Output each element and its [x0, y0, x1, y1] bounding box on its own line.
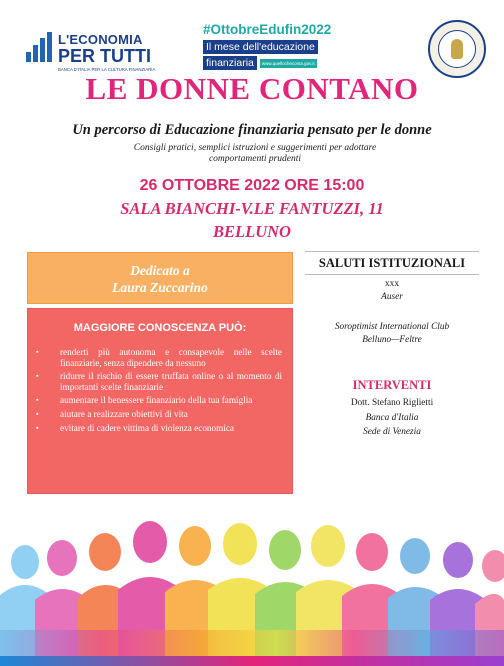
women-silhouettes-illustration — [0, 520, 504, 666]
dedication-line-1: Dedicato a — [130, 263, 190, 278]
event-date-time: 26 OTTOBRE 2022 ORE 15:00 — [139, 177, 365, 194]
edufin-line-2: Il mese dell'educazione — [203, 40, 318, 54]
saluti-org-2-line-2: Belluno—Feltre — [362, 335, 422, 345]
speaker-name: Dott. Stefano Riglietti — [350, 398, 434, 408]
benefits-list — [34, 347, 282, 436]
event-title: LE DONNE CONTANO — [85, 71, 419, 106]
logo-line-3: BANCA D'ITALIA PER LA CULTURA FINANZIARIA — [58, 67, 156, 72]
benefit-item: ▪ aumentare il benessere finanziario della tua famiglia — [34, 395, 282, 406]
soroptimist-seal-icon — [428, 20, 486, 78]
speaker-office: Sede di Venezia — [363, 427, 421, 437]
event-venue: SALA BIANCHI-V.LE FANTUZZI, 11 — [120, 199, 384, 218]
dedication-line-2: Laura Zuccarino — [112, 280, 208, 295]
saluti-org-1: Auser — [381, 292, 403, 302]
edufin-site: www.quellocheconta.gov.it — [261, 60, 315, 66]
saluti-org-2-line-1: Soroptimist International Club — [334, 322, 450, 332]
speaker-org: Banca d'Italia — [365, 413, 419, 423]
dedication-box — [27, 252, 293, 304]
saluti-underline — [305, 274, 479, 275]
top-divider — [305, 251, 479, 252]
saluti-title: SALUTI ISTITUZIONALI — [318, 256, 466, 270]
benefit-item: ▪ evitare di cadere vittima di violenza economica — [34, 423, 282, 434]
benefit-item: ▪ ridurre il rischio di essere truffata online o al momento di importanti scelte finanziarie — [34, 371, 282, 392]
edufin-line-3: finanziaria — [203, 56, 257, 70]
benefits-title: MAGGIORE CONOSCENZA PUÒ: — [73, 322, 247, 334]
logo-line-1: L'ECONOMIA — [58, 32, 143, 47]
logo-line-2: PER TUTTI — [58, 46, 151, 66]
event-subtitle: Un percorso di Educazione finanziaria pensato per le donne — [72, 122, 432, 138]
interventi-title: INTERVENTI — [352, 378, 432, 392]
economia-per-tutti-logo — [26, 22, 176, 74]
benefit-item: ▪ renderti più autonoma e consapevole nelle scelte finanziarie, senza dipendere da nessuno — [34, 347, 282, 368]
ottobre-edufin-logo — [203, 22, 332, 70]
event-tagline: Consigli pratici, semplici istruzioni e suggerimenti per adottare comportamenti prudenti — [133, 143, 377, 164]
bar-chart-icon — [26, 32, 52, 62]
benefits-panel — [27, 308, 293, 494]
saluti-placeholder: xxx — [385, 279, 399, 289]
benefit-item: ▪ aiutare a realizzare obiettivi di vita — [34, 409, 282, 420]
edufin-hashtag: #OttobreEdufin2022 — [203, 22, 332, 37]
event-city: BELLUNO — [213, 222, 291, 241]
